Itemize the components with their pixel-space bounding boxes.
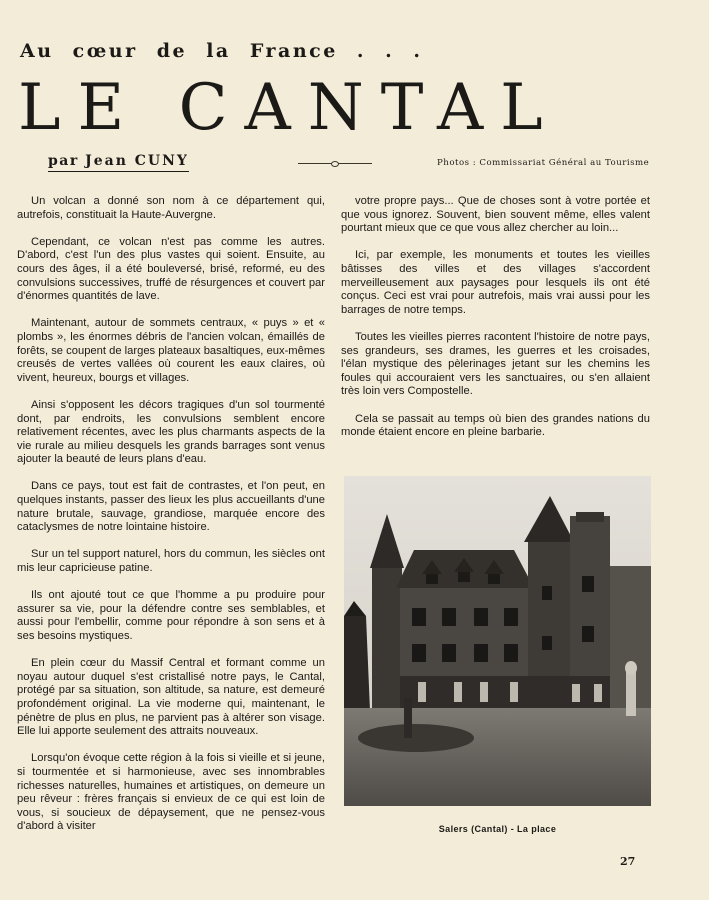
paragraph: votre propre pays... Que de choses sont à votre portée et que vous ignorez. Souvent, bien souvent même, elles valent pourtant mieux que ce que vous allez chercher au loin... xyxy=(341,195,650,235)
paragraph: Lorsqu'on évoque cette région à la fois si vieille et si jeune, si tourmentée et si harmonieuse, avec ses innombrables richesses naturelles, humaines et artistiques, on demeure un peu rêveur : frères français si envieux de ce qui est loin de vous, si soucieux de dépaysement, que ne pensez-vous d'abord à visiter xyxy=(17,752,325,833)
paragraph: Maintenant, autour de sommets centraux, « puys » et « plombs », les énormes débris de l'ancien volcan, émaillés de forêts, se coupent de larges plateaux basaltiques, eux-mêmes creusés de vertes vallées où courent les eaux claires, où vivent, heureux, bourgs et villages. xyxy=(17,317,325,384)
byline xyxy=(48,153,189,172)
decorative-rule xyxy=(298,163,372,164)
paragraph: Cependant, ce volcan n'est pas comme les autres. D'abord, c'est l'un des plus vastes qui soient. Ensuite, au cours des âges, il a été bouleversé, brisé, reformé, eu des convulsions successives, truffé de résurgences et couvert par d'énormes quantités de lave. xyxy=(17,235,325,303)
paragraph: Ainsi s'opposent les décors tragiques d'un sol tourmenté dont, par endroits, les convulsions semblent encore relativement récentes, avec les plus charmants aspects de la vie rurale au milieu desquels les grands barrages sont venus ajouter la beauté de leurs plans d'eau. xyxy=(17,398,325,466)
salers-photo xyxy=(344,476,651,806)
paragraph: Sur un tel support naturel, hors du commun, les siècles ont mis leur capricieuse patine. xyxy=(17,548,325,575)
paragraph: Cela se passait au temps où bien des grandes nations du monde étaient encore en pleine barbarie. xyxy=(341,412,650,439)
left-column xyxy=(17,195,325,848)
photo-caption: Salers (Cantal) - La place xyxy=(438,824,557,834)
kicker-heading: Au cœur de la France . . . xyxy=(20,40,423,62)
paragraph: Dans ce pays, tout est fait de contrastes, et l'on peut, en quelques instants, passer des lieux les plus accueillants d'une nature brutale, sauvage, grandiose, marquée encore des cataclysmes de notre lointaine histoire. xyxy=(17,480,325,534)
paragraph: Toutes les vieilles pierres racontent l'histoire de notre pays, ses grandeurs, ses drames, les guerres et les croisades, l'élan mystique des pèlerinages jetant sur les chemins les foules qui accouraient vers les sanctuaires, ou s'en allaient très loin vers Compostelle. xyxy=(341,330,650,398)
page-number: 27 xyxy=(620,855,636,868)
author-name: Jean CUNY xyxy=(85,153,189,169)
right-column xyxy=(341,195,650,453)
paragraph: Ici, par exemple, les monuments et toutes les vieilles bâtisses des villes et des villages s'accordent merveilleusement aux paysages pour lesquels ils ont été conçus. Ceci est vrai pour autrefois, mais vrai aussi pour les barrages de notre temps. xyxy=(341,249,650,316)
article-title: LE CANTAL xyxy=(18,71,560,145)
paragraph: Ils ont ajouté tout ce que l'homme a pu produire pour assurer sa vie, pour la défendre contre ses semblables, et aussi pour l'embellir, comme pour répondre à son sens et à ses besoins mystiques. xyxy=(17,589,325,642)
paragraph: En plein cœur du Massif Central et formant comme un noyau autour duquel s'est cristallisé notre pays, le Cantal, protégé par sa situation, son altitude, sa nature, est demeuré profondément original. La vie moderne qui, maintenant, le pénètre de plus en plus, ne parvient pas à altérer son visage. Elle lui apporte seulement des attraits nouveaux. xyxy=(17,657,325,738)
paragraph: Un volcan a donné son nom à ce département qui, autrefois, constituait la Haute-Auvergne. xyxy=(17,195,325,221)
byline-prefix: par xyxy=(48,153,79,169)
photo-credit: Photos : Commissariat Général au Tourisme xyxy=(437,158,650,168)
